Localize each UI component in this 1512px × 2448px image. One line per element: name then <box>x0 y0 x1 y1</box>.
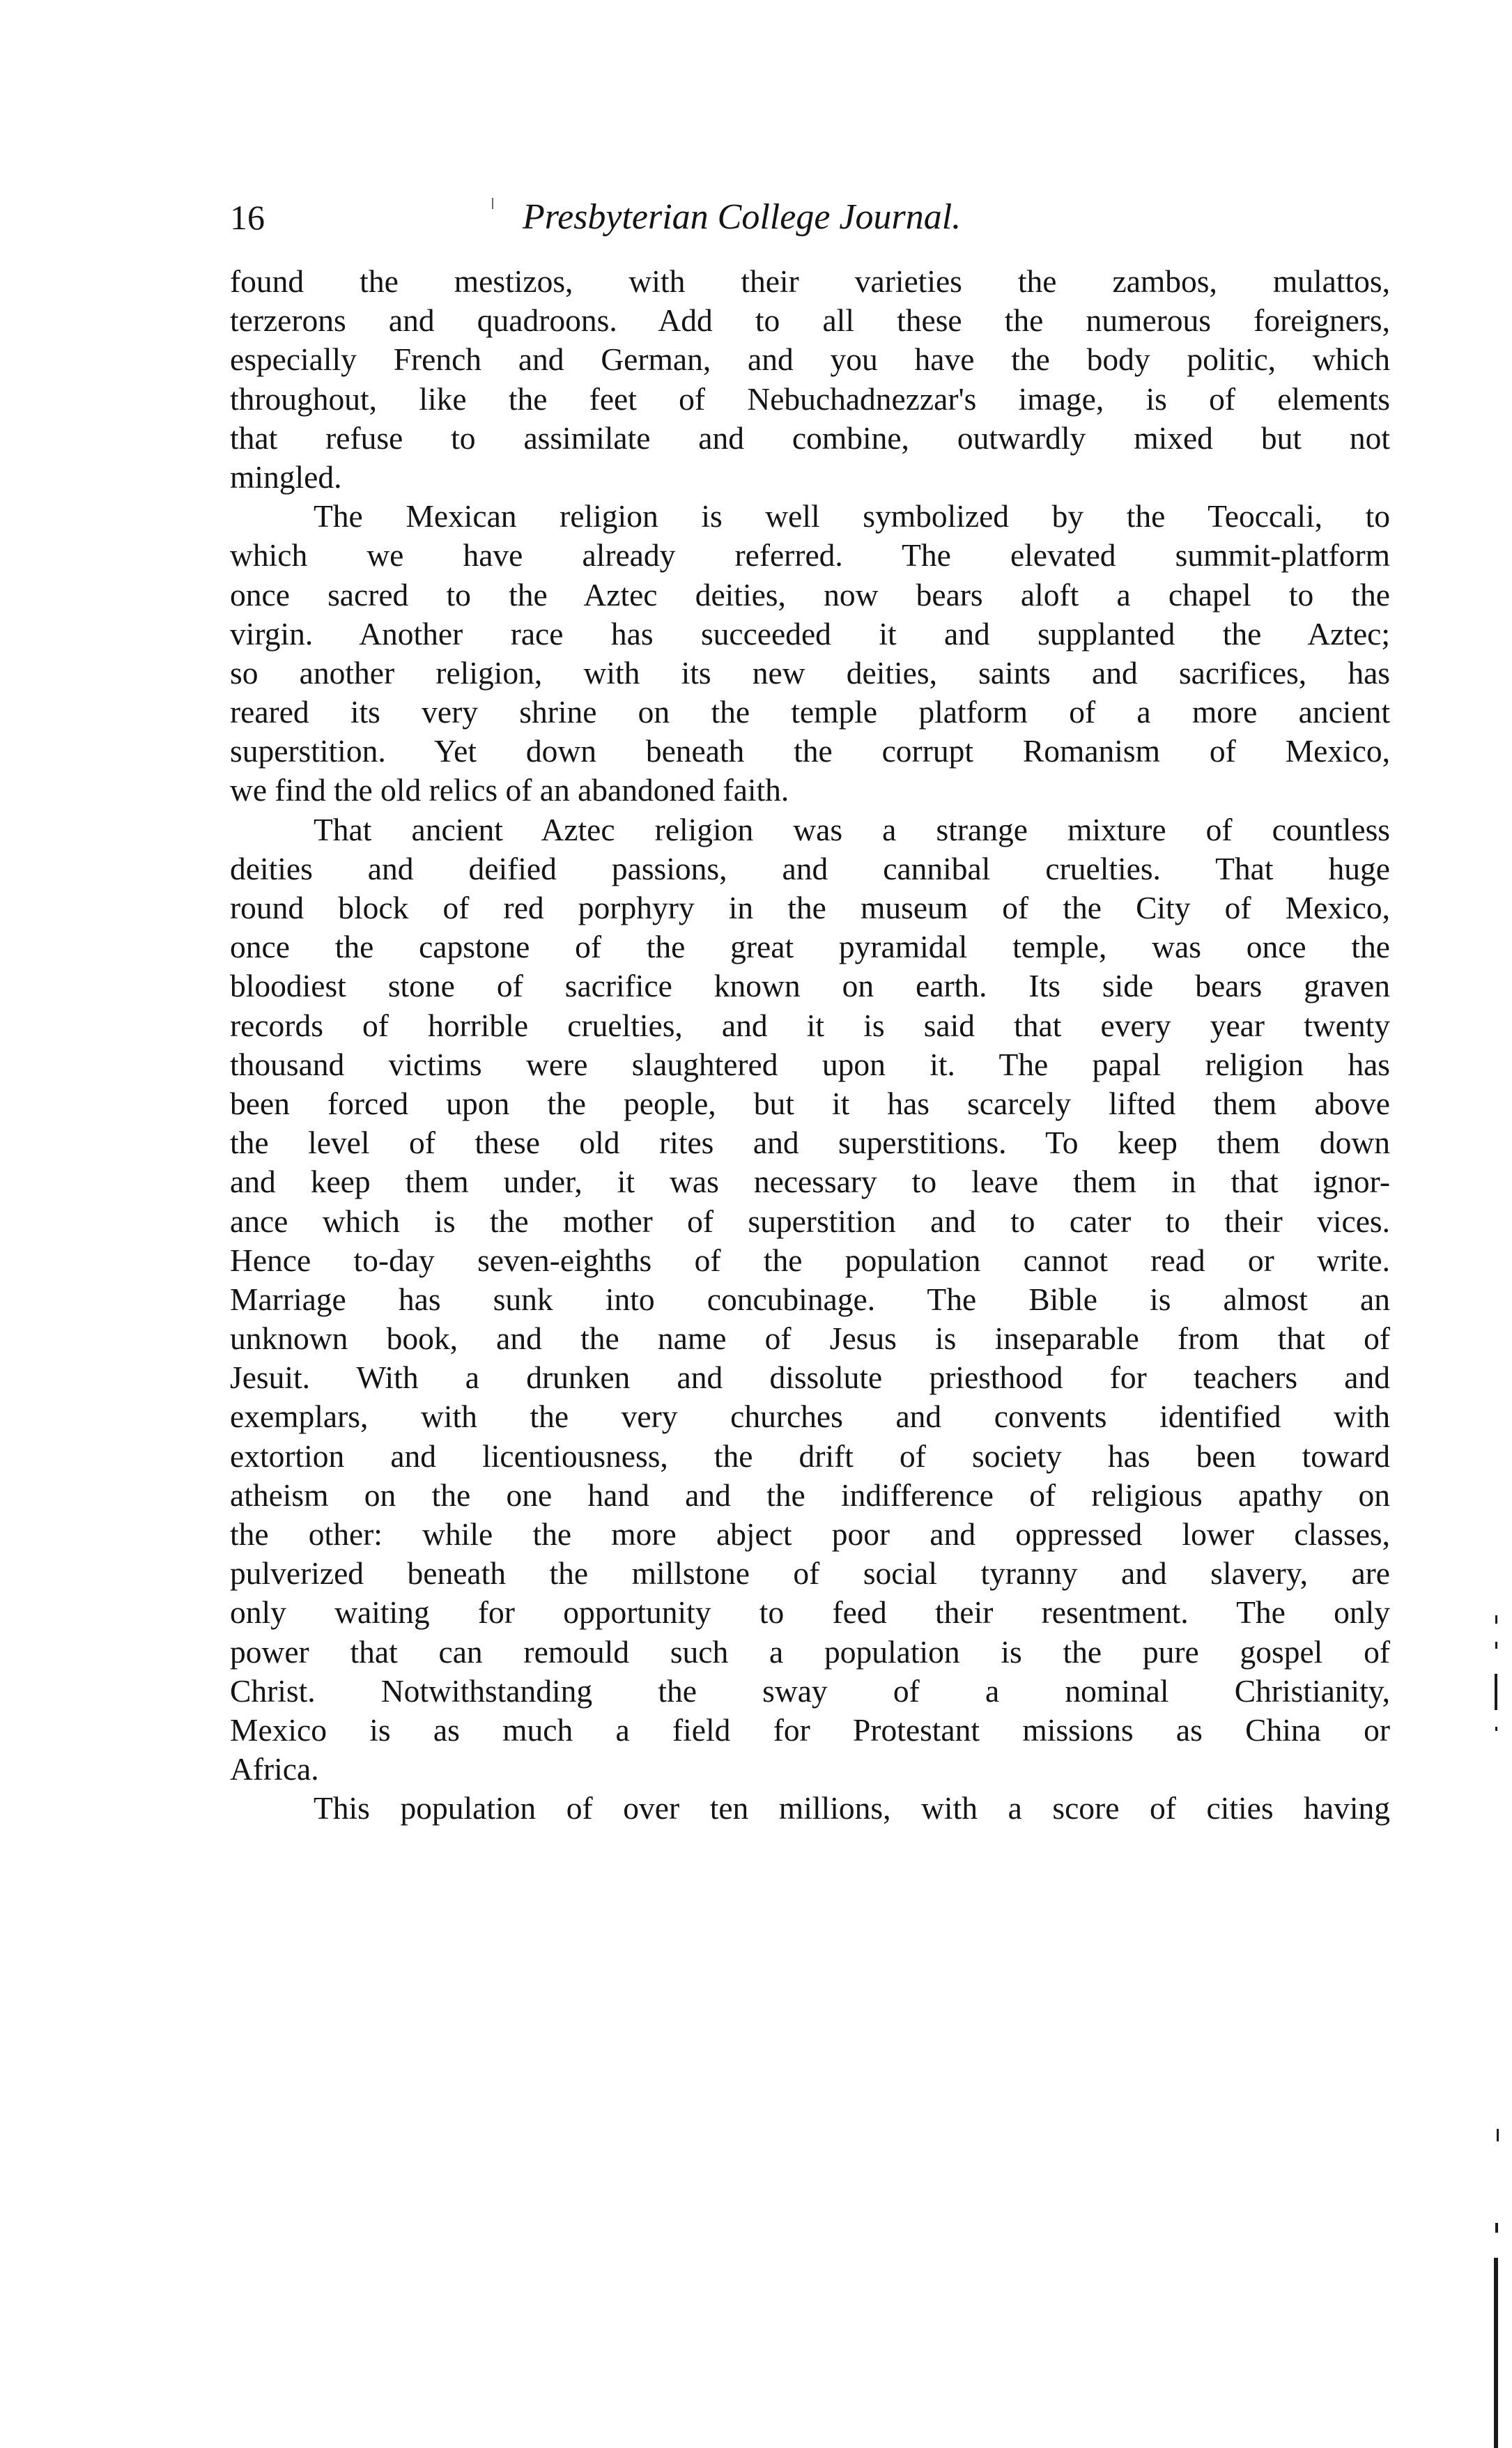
binding-mark <box>1495 1642 1497 1649</box>
text-line: ance which is the mother of superstition and to cater to their vices. <box>230 1203 1390 1239</box>
text-line: been forced upon the people, but it has scarcely lifted them above <box>230 1085 1390 1121</box>
text-line: throughout, like the feet of Nebuchadnezzar's image, is of elements <box>230 380 1390 417</box>
text-line: round block of red porphyry in the museum of the City of Mexico, <box>230 890 1390 925</box>
text-line: power that can remould such a population is the pure gospel of <box>230 1633 1390 1670</box>
body-text <box>230 262 1390 1829</box>
binding-mark <box>1494 2258 1498 2448</box>
page-number: 16 <box>230 198 265 237</box>
binding-mark <box>1497 2129 1499 2141</box>
text-line: Jesuit. With a drunken and dissolute priesthood for teachers and <box>230 1360 1390 1396</box>
text-line: exemplars, with the very churches and convents identified with <box>230 1399 1390 1435</box>
text-line: bloodiest stone of sacrifice known on earth. Its side bears graven <box>230 968 1390 1004</box>
text-line: superstition. Yet down beneath the corrupt Romanism of Mexico, <box>230 733 1390 769</box>
text-line: especially French and German, and you have the body politic, which <box>230 341 1390 378</box>
text-line: unknown book, and the name of Jesus is inseparable from that of <box>230 1321 1390 1357</box>
text-line: only waiting for opportunity to feed their resentment. The only <box>230 1594 1390 1631</box>
binding-mark <box>1495 1727 1497 1731</box>
text-line: and keep them under, it was necessary to leave them in that ignor- <box>230 1164 1390 1200</box>
text-line: mingled. <box>230 459 342 495</box>
text-line: This population of over ten millions, with a score of cities having <box>314 1790 1390 1826</box>
text-line: pulverized beneath the millstone of social tyranny and slavery, are <box>230 1555 1390 1592</box>
text-line: That ancient Aztec religion was a strange mixture of countless <box>314 811 1390 847</box>
text-line: atheism on the one hand and the indifference of religious apathy on <box>230 1477 1390 1513</box>
text-line: that refuse to assimilate and combine, outwardly mixed but not <box>230 419 1390 456</box>
text-line: once the capstone of the great pyramidal temple, was once the <box>230 929 1390 965</box>
text-line: virgin. Another race has succeeded it and supplanted the Aztec; <box>230 615 1390 652</box>
text-line: we find the old relics of an abandoned faith. <box>230 772 789 808</box>
text-line: the level of these old rites and superstitions. To keep them down <box>230 1125 1390 1161</box>
text-line: found the mestizos, with their varieties the zambos, mulattos, <box>230 263 1390 299</box>
text-line: deities and deified passions, and cannibal cruelties. That huge <box>230 850 1390 886</box>
binding-mark <box>1495 2223 1498 2233</box>
text-line: once sacred to the Aztec deities, now bears aloft a chapel to the <box>230 576 1390 613</box>
text-line: Africa. <box>230 1751 319 1787</box>
text-line: records of horrible cruelties, and it is said that every year twenty <box>230 1007 1390 1043</box>
text-line: the other: while the more abject poor and oppressed lower classes, <box>230 1516 1390 1552</box>
text-line: Mexico is as much a field for Protestant missions as China or <box>230 1711 1390 1748</box>
text-line: Hence to-day seven-eighths of the population cannot read or write. <box>230 1242 1390 1278</box>
print-speck <box>492 198 493 209</box>
text-line: thousand victims were slaughtered upon it. The papal religion has <box>230 1046 1390 1082</box>
text-line: which we have already referred. The elevated summit-platform <box>230 537 1390 573</box>
text-line: The Mexican religion is well symbolized by the Teoccali, to <box>314 498 1390 534</box>
text-line: extortion and licentiousness, the drift of society has been toward <box>230 1438 1390 1474</box>
text-line: so another religion, with its new deities, saints and sacrifices, has <box>230 654 1390 691</box>
text-line: Christ. Notwithstanding the sway of a nominal Christianity, <box>230 1672 1390 1709</box>
running-title: Presbyterian College Journal. <box>523 197 962 237</box>
text-line: terzerons and quadroons. Add to all these the numerous foreigners, <box>230 302 1390 339</box>
binding-mark <box>1495 1674 1497 1710</box>
page-header <box>230 197 1394 245</box>
binding-mark <box>1495 1615 1497 1624</box>
text-line: Marriage has sunk into concubinage. The Bible is almost an <box>230 1281 1390 1317</box>
text-line: reared its very shrine on the temple platform of a more ancient <box>230 694 1390 730</box>
